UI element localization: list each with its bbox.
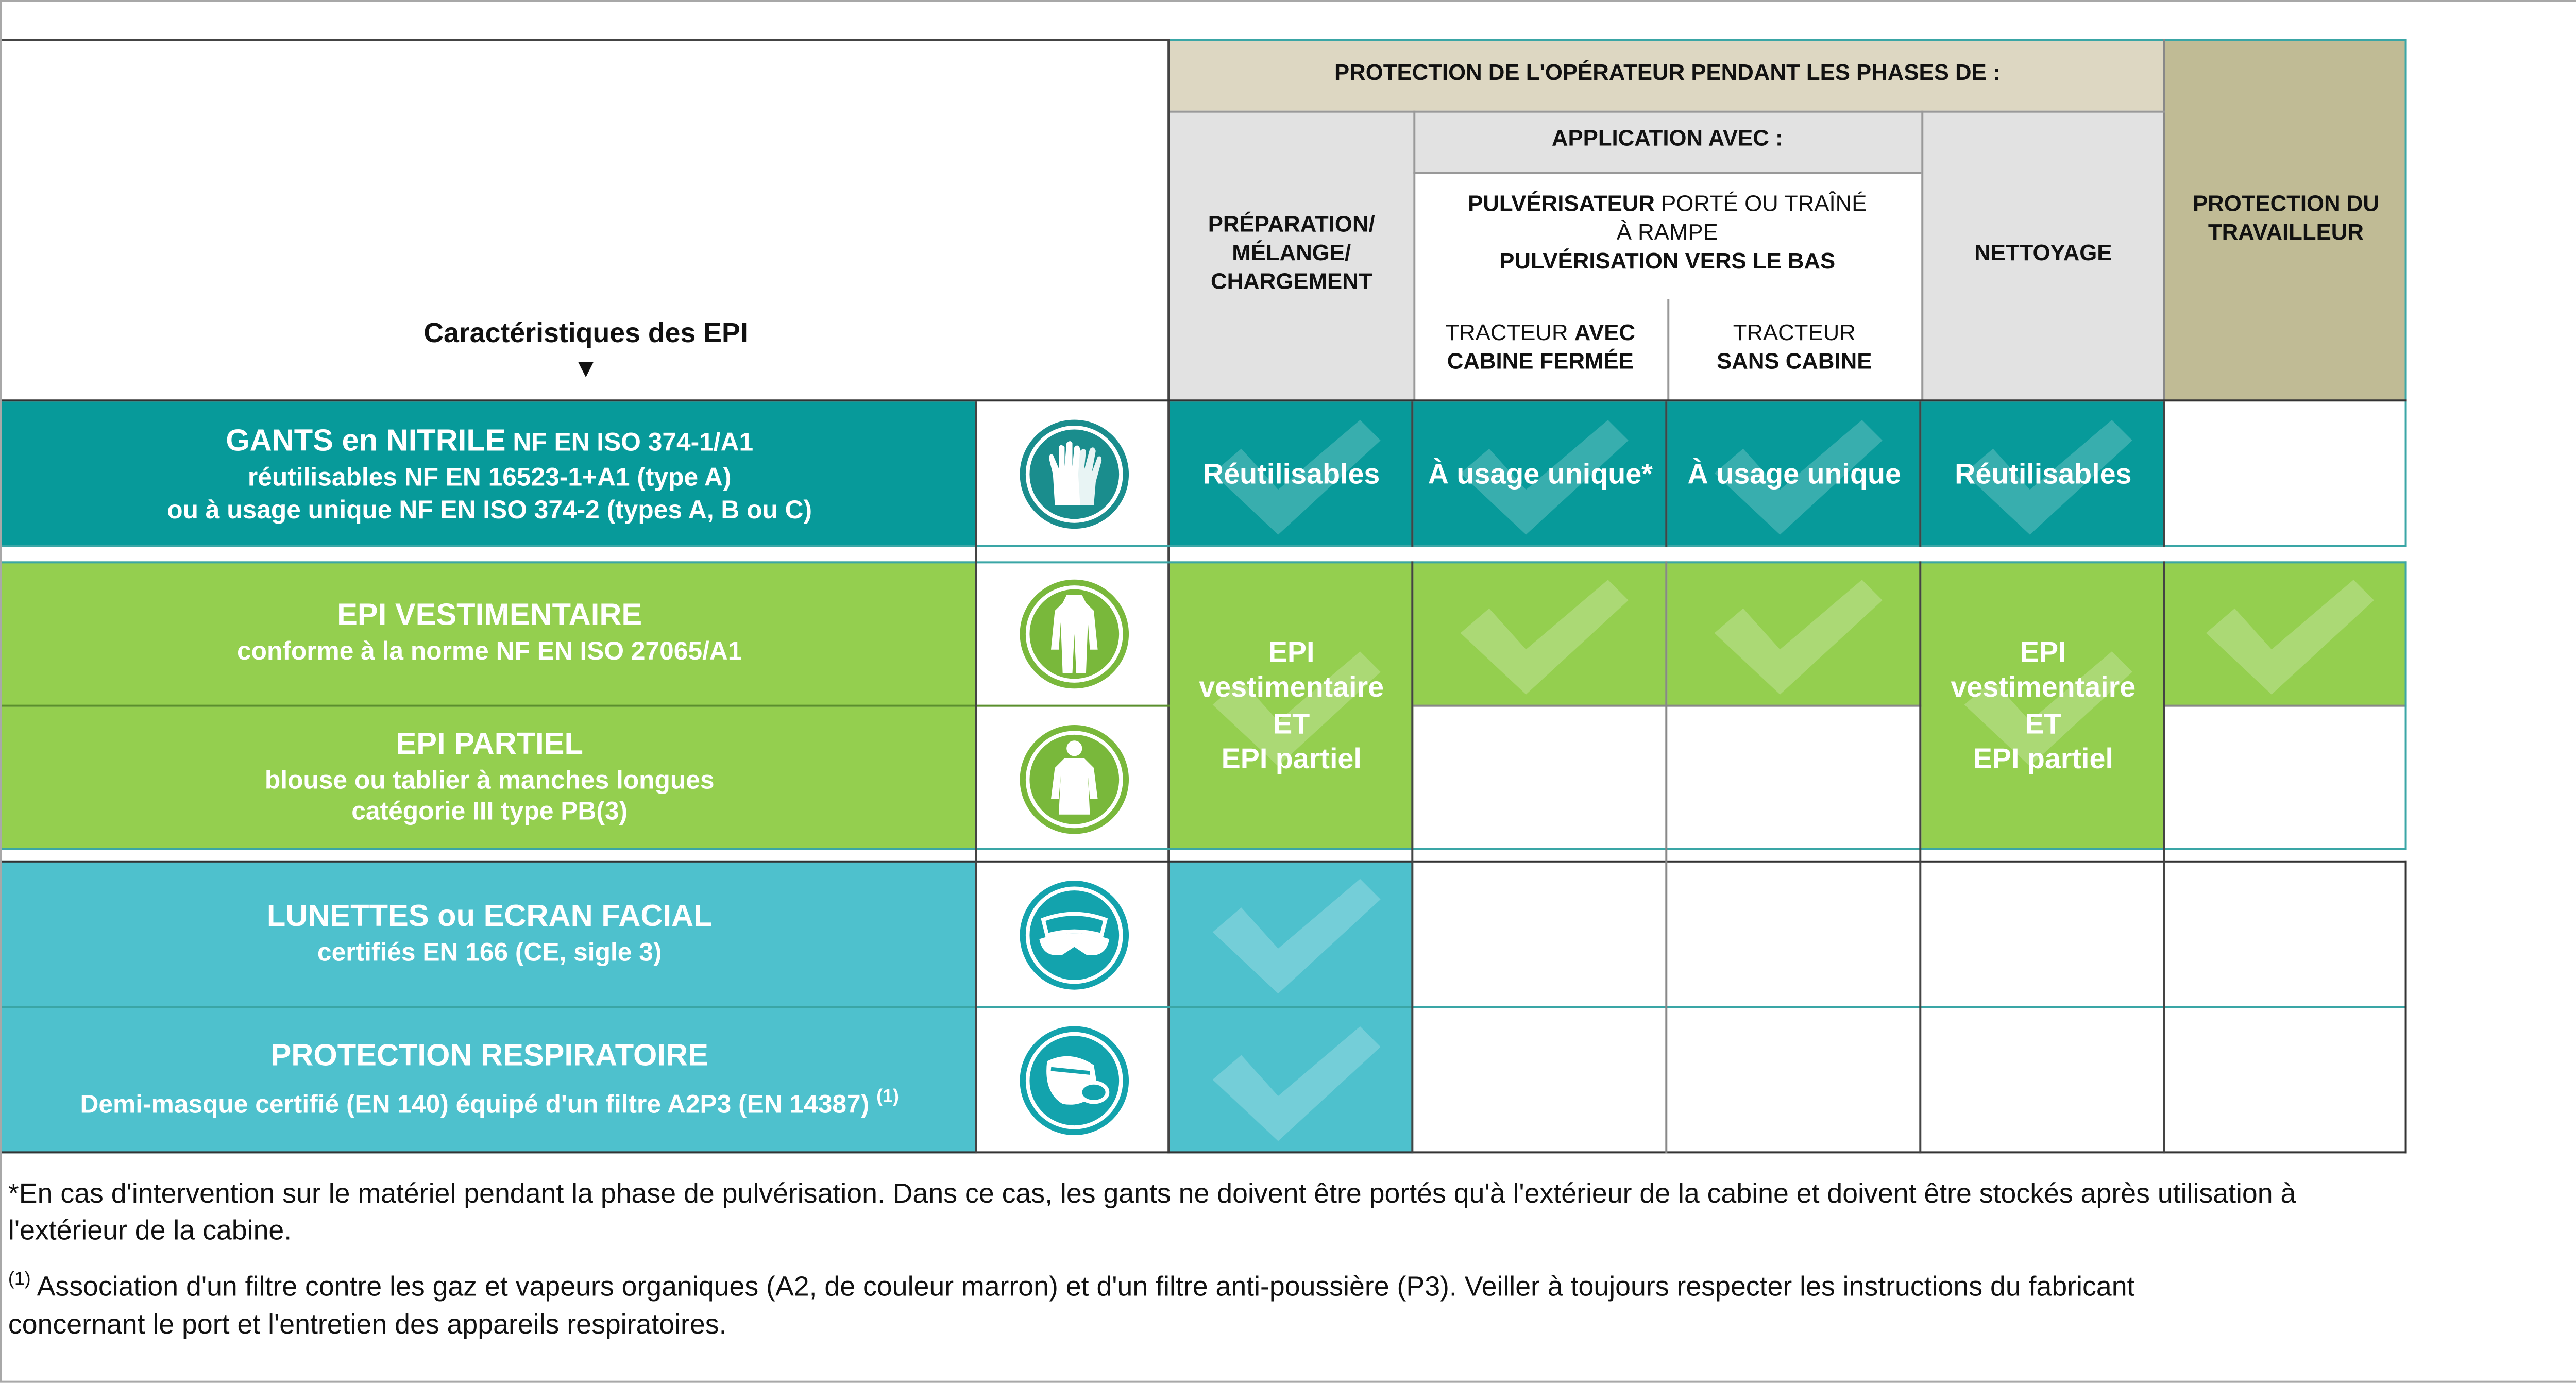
nettoyage-label: NETTOYAGE [1974,242,2112,267]
gants-nettoyage-value: Réutilisables [1955,456,2132,490]
gants-sans-cabine-value: À usage unique [1687,456,1901,490]
grid-line [1170,111,2165,113]
respiratoire-line2: Demi-masque certifié (EN 140) équipé d'un filtre A2P3 (EN 14387) [80,1090,870,1119]
epi-nettoyage-line2: vestimentaire [1951,670,2136,703]
grid-line [2,399,2407,401]
lunettes-nettoyage-cell [1921,861,2165,1008]
gants-title-line: GANTS en NITRILE NF EN ISO 374-1/A1 [226,424,754,459]
grid-line [2,561,2407,563]
gants-travailleur-cell [2165,401,2406,547]
grid-line [1667,299,1669,401]
gants-avec-cabine-cell [1413,401,1667,547]
header-tracteur-avec-cabine [1413,299,1667,401]
pulverisateur-line3: PULVÉRISATION VERS LE BAS [1499,249,1836,275]
vestimentaire-description-cell [2,561,977,706]
epi-nettoyage-line3: ET [2025,705,2062,739]
vestimentaire-title: EPI VESTIMENTAIRE [337,599,642,634]
respiratoire-icon-cell [977,1008,1170,1153]
respiratoire-nettoyage-cell [1921,1008,2165,1153]
respirator-icon [1015,1022,1132,1139]
respiratoire-title: PROTECTION RESPIRATOIRE [270,1039,708,1074]
epi-nettoyage-merged-cell [1921,561,2165,850]
grid-line [975,401,977,1153]
respiratoire-line2-wrap [80,1086,899,1122]
grid-line [2,861,2407,863]
grid-line [2163,39,2165,402]
gants-preparation-value: Réutilisables [1203,456,1380,490]
grid-line [1665,401,1667,547]
partiel-line2: blouse ou tablier à manches longues [264,765,715,795]
grid-line [2163,561,2165,1153]
grid-line [2,545,2407,547]
footnote-1: Association d'un filtre contre les gaz et vapeurs organiques (A2, de couleur marron) et d'un filtre anti-poussière (P3). Veiller à toujours respecter les instructions du fabricant concernant le port et l'entretien des appareils respiratoires. [8,1271,2135,1340]
pulverisateur-line1: PULVÉRISATEUR PORTÉ OU TRAÎNÉ [1468,193,1867,218]
lunettes-avec-cabine-cell [1413,861,1667,1008]
gants-sans-cabine-cell [1667,401,1921,547]
grid-line [1413,172,1921,174]
grid-line [2405,39,2407,547]
footnote-1-wrap [8,1266,2159,1344]
gants-icon-cell [977,401,1170,547]
check-icon [1199,871,1384,998]
respiratoire-travailleur-cell [2165,1008,2406,1153]
grid-line [1167,39,1170,1154]
tracteur-sans-line1: TRACTEUR [1733,322,1856,347]
gants-avec-cabine-value: À usage unique* [1428,456,1653,490]
goggles-icon [1015,876,1132,993]
grid-line [2163,401,2165,547]
header-nettoyage [1921,111,2165,402]
epi-preparation-line2: vestimentaire [1199,670,1384,703]
respiratoire-description-cell [2,1008,977,1153]
gants-preparation-cell [1170,401,1413,547]
partiel-icon-cell [977,707,1170,850]
header-pulverisateur [1413,172,1921,299]
partiel-line3: catégorie III type PB(3) [351,798,628,827]
footnote-asterisk: *En cas d'intervention sur le matériel pendant la phase de pulvérisation. Dans ce cas, les gants ne doivent être portés qu'à l'extérieur de la cabine et doivent être stockés après utilisation à l'extérieur de la cabine. [8,1178,2296,1246]
header-preparation [1170,111,1413,402]
lunettes-title: LUNETTES ou ECRAN FACIAL [266,899,713,934]
partiel-travailleur-cell [2165,707,2406,850]
vestimentaire-travailleur-cell [2165,561,2406,706]
epi-nettoyage-line1: EPI [2020,634,2066,667]
grid-line [1413,111,1415,402]
header-tracteur-sans-cabine [1667,299,1921,401]
application-avec-label: APPLICATION AVEC : [1551,127,1783,152]
check-icon [1448,570,1633,697]
epi-preparation-line4: EPI partiel [1221,741,1362,774]
protection-phases-label: PROTECTION DE L'OPÉRATEUR PENDANT LES PHASES DE : [1334,60,2001,86]
pulverisateur-line2: À RAMPE [1616,221,1718,246]
check-icon [2194,570,2378,697]
vestimentaire-avec-cabine-cell [1413,561,1667,706]
grid-line [2,1151,2407,1153]
characteristics-label: Caractéristiques des EPI [423,317,748,348]
grid-line [2405,561,2407,850]
vestimentaire-sans-cabine-cell [1667,561,1921,706]
respiratoire-sans-cabine-cell [1667,1008,1921,1153]
epi-nettoyage-line4: EPI partiel [1973,741,2113,774]
grid-line [1665,561,1667,1153]
header-application-avec [1413,111,1921,172]
epi-preparation-line1: EPI [1268,634,1315,667]
grid-line [2,1006,2407,1008]
partiel-description-cell [2,707,977,850]
footnote-1-marker: (1) [8,1268,31,1289]
lunettes-preparation-cell [1170,861,1413,1008]
lunettes-travailleur-cell [2165,861,2406,1008]
tracteur-avec-line2: CABINE FERMÉE [1447,350,1634,375]
grid-line [1919,561,1921,1153]
grid-line [2165,705,2406,707]
grid-line [1411,561,1413,1153]
grid-line [2405,861,2407,1154]
tracteur-avec-line1: TRACTEUR AVEC [1445,322,1636,347]
gants-description-cell [2,401,977,547]
preparation-label: PRÉPARATION/ MÉLANGE/ CHARGEMENT [1208,213,1375,295]
tracteur-sans-line2: SANS CABINE [1717,350,1872,375]
respiratoire-preparation-cell [1170,1008,1413,1153]
grid-line [2,848,2407,850]
partiel-avec-cabine-cell [1413,707,1667,850]
gants-line2: réutilisables NF EN 16523-1+A1 (type A) [247,463,732,492]
apron-icon [1015,720,1132,837]
lunettes-line2: certifiés EN 166 (CE, sigle 3) [317,937,662,966]
gants-nettoyage-cell [1921,401,2165,547]
vestimentaire-line2: conforme à la norme NF EN ISO 27065/A1 [236,637,742,666]
epi-preparation-merged-cell [1170,561,1413,850]
lunettes-sans-cabine-cell [1667,861,1921,1008]
partiel-title: EPI PARTIEL [396,727,583,762]
grid-line [1170,39,2406,41]
check-icon [1199,1017,1384,1144]
gloves-icon [1015,416,1132,533]
vestimentaire-icon-cell [977,561,1170,706]
header-protection-phases [1170,39,2165,111]
grid-line [1411,401,1413,547]
lunettes-icon-cell [977,861,1170,1008]
gants-line3: ou à usage unique NF EN ISO 374-2 (types A, B ou C) [167,495,812,524]
coverall-icon [1015,576,1132,693]
grid-line [2,705,1170,707]
check-icon [1702,570,1887,697]
header-protection-travailleur [2165,39,2406,402]
respiratoire-footnote-ref: (1) [876,1086,899,1106]
protection-travailleur-label: PROTECTION DU TRAVAILLEUR [2192,192,2379,245]
down-arrow-icon: ▼ [572,351,599,383]
grid-line [1919,401,1921,547]
grid-line [1921,111,1923,402]
respiratoire-avec-cabine-cell [1413,1008,1667,1153]
epi-preparation-line3: ET [1273,705,1310,739]
header-characteristics-cell [2,39,1170,402]
lunettes-description-cell [2,861,977,1008]
partiel-sans-cabine-cell [1667,707,1921,850]
